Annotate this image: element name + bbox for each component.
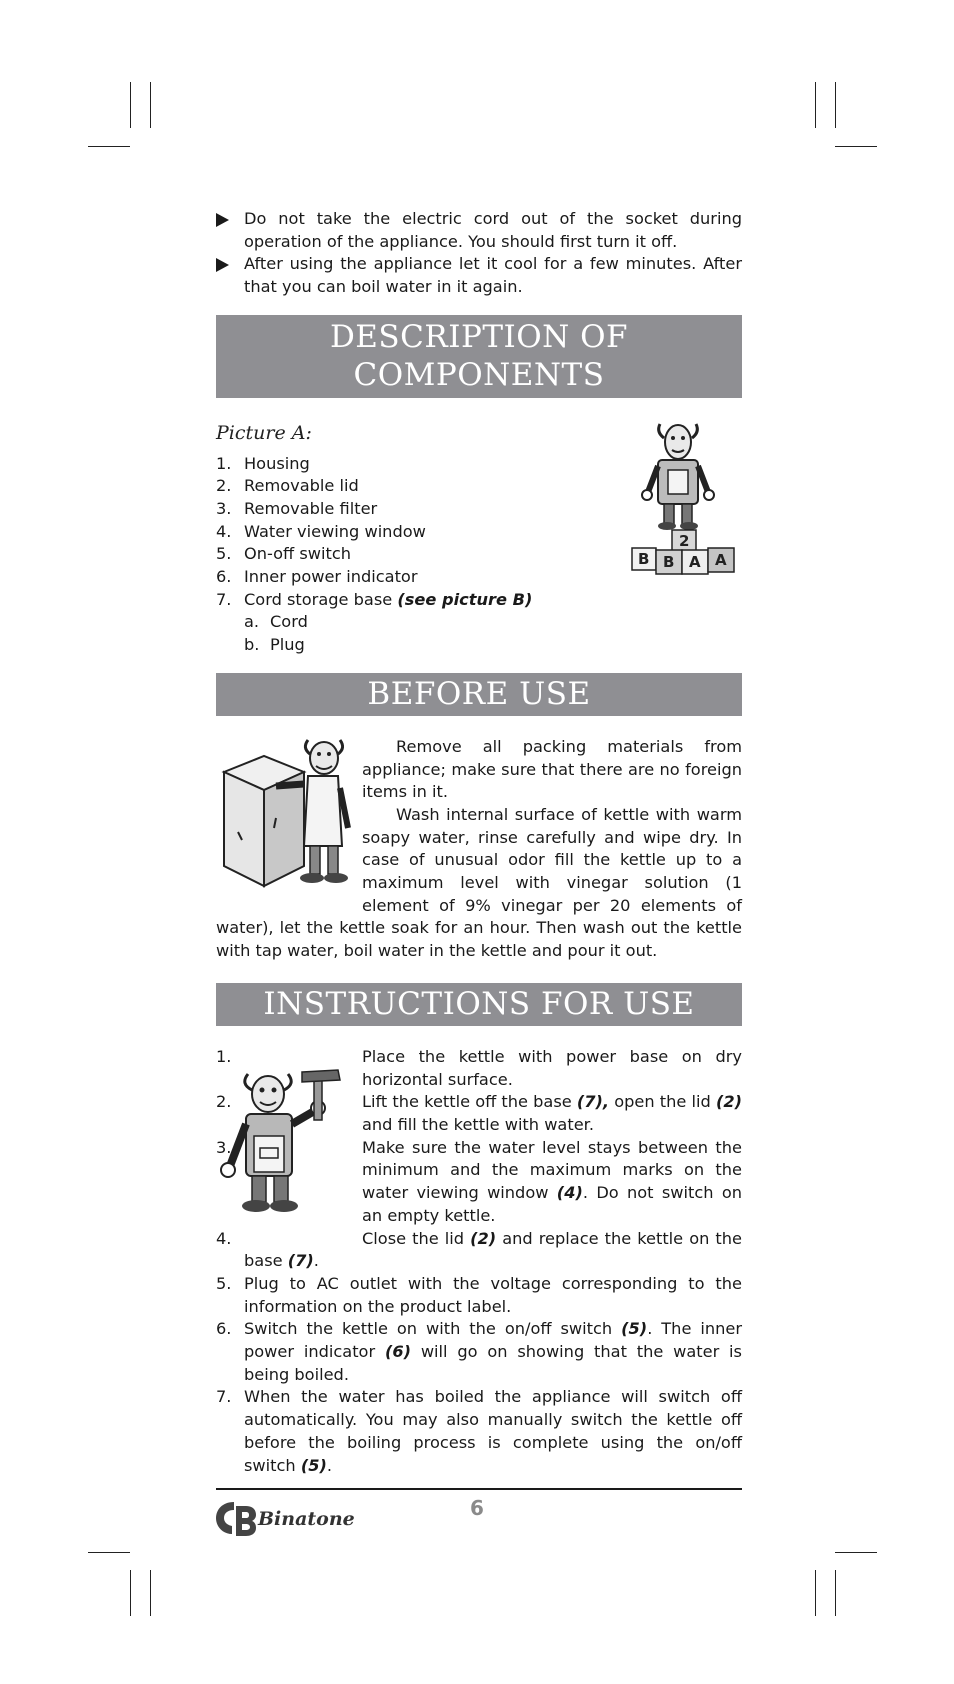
item-label: Cord storage base <box>244 589 393 609</box>
step-text: Place the kettle with power base on dry horizontal surface. <box>362 1046 742 1089</box>
man-on-blocks-illustration <box>628 418 746 578</box>
step-text: Switch the kettle on with the on/off switch <box>244 1319 622 1339</box>
step-text: When the water has boiled the appliance will switch off automatically. You may also manually switch the kettle off before the boiling process is complete using the on/off switch <box>244 1387 742 1475</box>
step-reference: (2) <box>470 1228 497 1248</box>
section-heading-instructions: INSTRUCTIONS FOR USE <box>216 983 742 1026</box>
arrow-bullet-icon <box>216 213 229 227</box>
section-heading-description <box>216 315 742 398</box>
step-text: Make sure the water level stays between the minimum and the maximum marks on the water viewing window <box>362 1137 742 1203</box>
item-number: 2. <box>216 476 232 496</box>
item-number: 4. <box>216 521 232 541</box>
man-unpacking-box-illustration <box>216 736 360 896</box>
before-use-paragraph: Wash internal surface of kettle with warm soapy water, rinse carefully and wipe dry. In case of unusual odor fill the kettle up to a maximum level with vinegar solution (1 element of 9% vinegar per 20 elements of water), let the kettle soak for an hour. Then wash out the kettle with tap water, boil water in the kettle and pour it out. <box>216 804 742 961</box>
step-reference: (5) <box>621 1319 648 1339</box>
step-text: Plug to AC outlet with the voltage corresponding to the information on the product label. <box>244 1273 742 1316</box>
block-letter: A <box>689 553 701 571</box>
crop-mark <box>88 1552 130 1553</box>
step-reference: (6) <box>384 1342 411 1362</box>
brand-name: Binatone <box>258 1508 355 1530</box>
block-letter: B <box>638 550 650 568</box>
safety-bullet <box>216 253 742 298</box>
before-use-paragraph: Remove all packing materials from appliance; make sure that there are no foreign items in it. <box>362 736 742 802</box>
block-letter: B <box>663 553 675 571</box>
crop-mark <box>150 1570 151 1616</box>
heading-line: COMPONENTS <box>353 356 605 393</box>
step-text: open the lid <box>609 1092 716 1112</box>
instruction-step <box>216 1318 742 1386</box>
safety-bullet <box>216 208 742 253</box>
list-item <box>216 589 742 612</box>
bullet-text: Do not take the electric cord out of the socket during operation of the appliance. You should first turn it off. <box>244 209 742 251</box>
step-reference: (5) <box>300 1455 327 1475</box>
item-label: Housing <box>244 453 310 473</box>
binatone-logo-icon <box>216 1500 256 1536</box>
item-number: 6. <box>216 567 232 587</box>
crop-mark <box>835 1570 836 1616</box>
item-label: On-off switch <box>244 544 352 564</box>
item-label: Inner power indicator <box>244 567 418 587</box>
crop-mark <box>88 146 130 147</box>
item-number: 3. <box>216 498 232 518</box>
instruction-step <box>216 1386 742 1477</box>
crop-mark <box>815 82 816 128</box>
man-with-hammer-illustration <box>216 1066 366 1226</box>
crop-mark <box>130 1570 131 1616</box>
crop-mark <box>835 82 836 128</box>
step-reference: (7) <box>287 1251 314 1271</box>
heading-line: DESCRIPTION OF <box>329 318 629 355</box>
step-text: Lift the kettle off the base <box>362 1092 577 1112</box>
item-number: 7. <box>216 589 232 609</box>
picture-label: Picture A: <box>216 421 312 444</box>
step-text: . Do not switch on an empty kettle. <box>362 1183 742 1225</box>
item-number: b. <box>244 635 260 655</box>
item-reference: (see picture B) <box>397 589 533 609</box>
step-number: 3. <box>216 1137 232 1157</box>
step-text: and replace the kettle on the base <box>244 1228 742 1271</box>
step-number: 4. <box>216 1228 232 1248</box>
step-reference: (2) <box>715 1092 742 1112</box>
step-number: 7. <box>216 1387 232 1407</box>
step-reference: (7), <box>576 1092 610 1112</box>
list-subitem <box>216 634 742 657</box>
bullet-text: After using the appliance let it cool for a few minutes. After that you can boil water in it again. <box>244 254 742 297</box>
step-number: 2. <box>216 1092 232 1112</box>
page-number: 6 <box>470 1496 484 1520</box>
step-text: . The inner power indicator <box>244 1319 742 1362</box>
item-label: Plug <box>270 635 305 655</box>
instruction-step <box>216 1228 742 1273</box>
crop-mark <box>130 82 131 128</box>
block-letter: 2 <box>679 532 690 550</box>
step-text: . <box>326 1455 333 1475</box>
step-reference: (4) <box>556 1183 583 1203</box>
crop-mark <box>835 1552 877 1553</box>
step-number: 5. <box>216 1273 232 1293</box>
block-letter: A <box>715 551 727 569</box>
step-number: 6. <box>216 1319 232 1339</box>
crop-mark <box>150 82 151 128</box>
item-label: Cord <box>270 612 308 632</box>
step-number: 1. <box>216 1046 232 1066</box>
crop-mark <box>835 146 877 147</box>
step-text: will go on showing that the water is being boiled. <box>244 1342 742 1384</box>
item-label: Removable filter <box>244 498 378 518</box>
step-text: . <box>313 1251 319 1271</box>
item-number: 5. <box>216 544 232 564</box>
footer-rule <box>216 1488 742 1490</box>
item-number: a. <box>244 612 260 632</box>
item-number: 1. <box>216 453 232 473</box>
step-text: and fill the kettle with water. <box>362 1114 594 1134</box>
section-heading-before-use: BEFORE USE <box>216 673 742 716</box>
item-label: Water viewing window <box>244 521 426 541</box>
list-subitem <box>216 611 742 634</box>
crop-mark <box>815 1570 816 1616</box>
step-text: Close the lid <box>362 1228 471 1248</box>
item-label: Removable lid <box>244 476 359 496</box>
arrow-bullet-icon <box>216 258 229 272</box>
instruction-step <box>216 1273 742 1318</box>
